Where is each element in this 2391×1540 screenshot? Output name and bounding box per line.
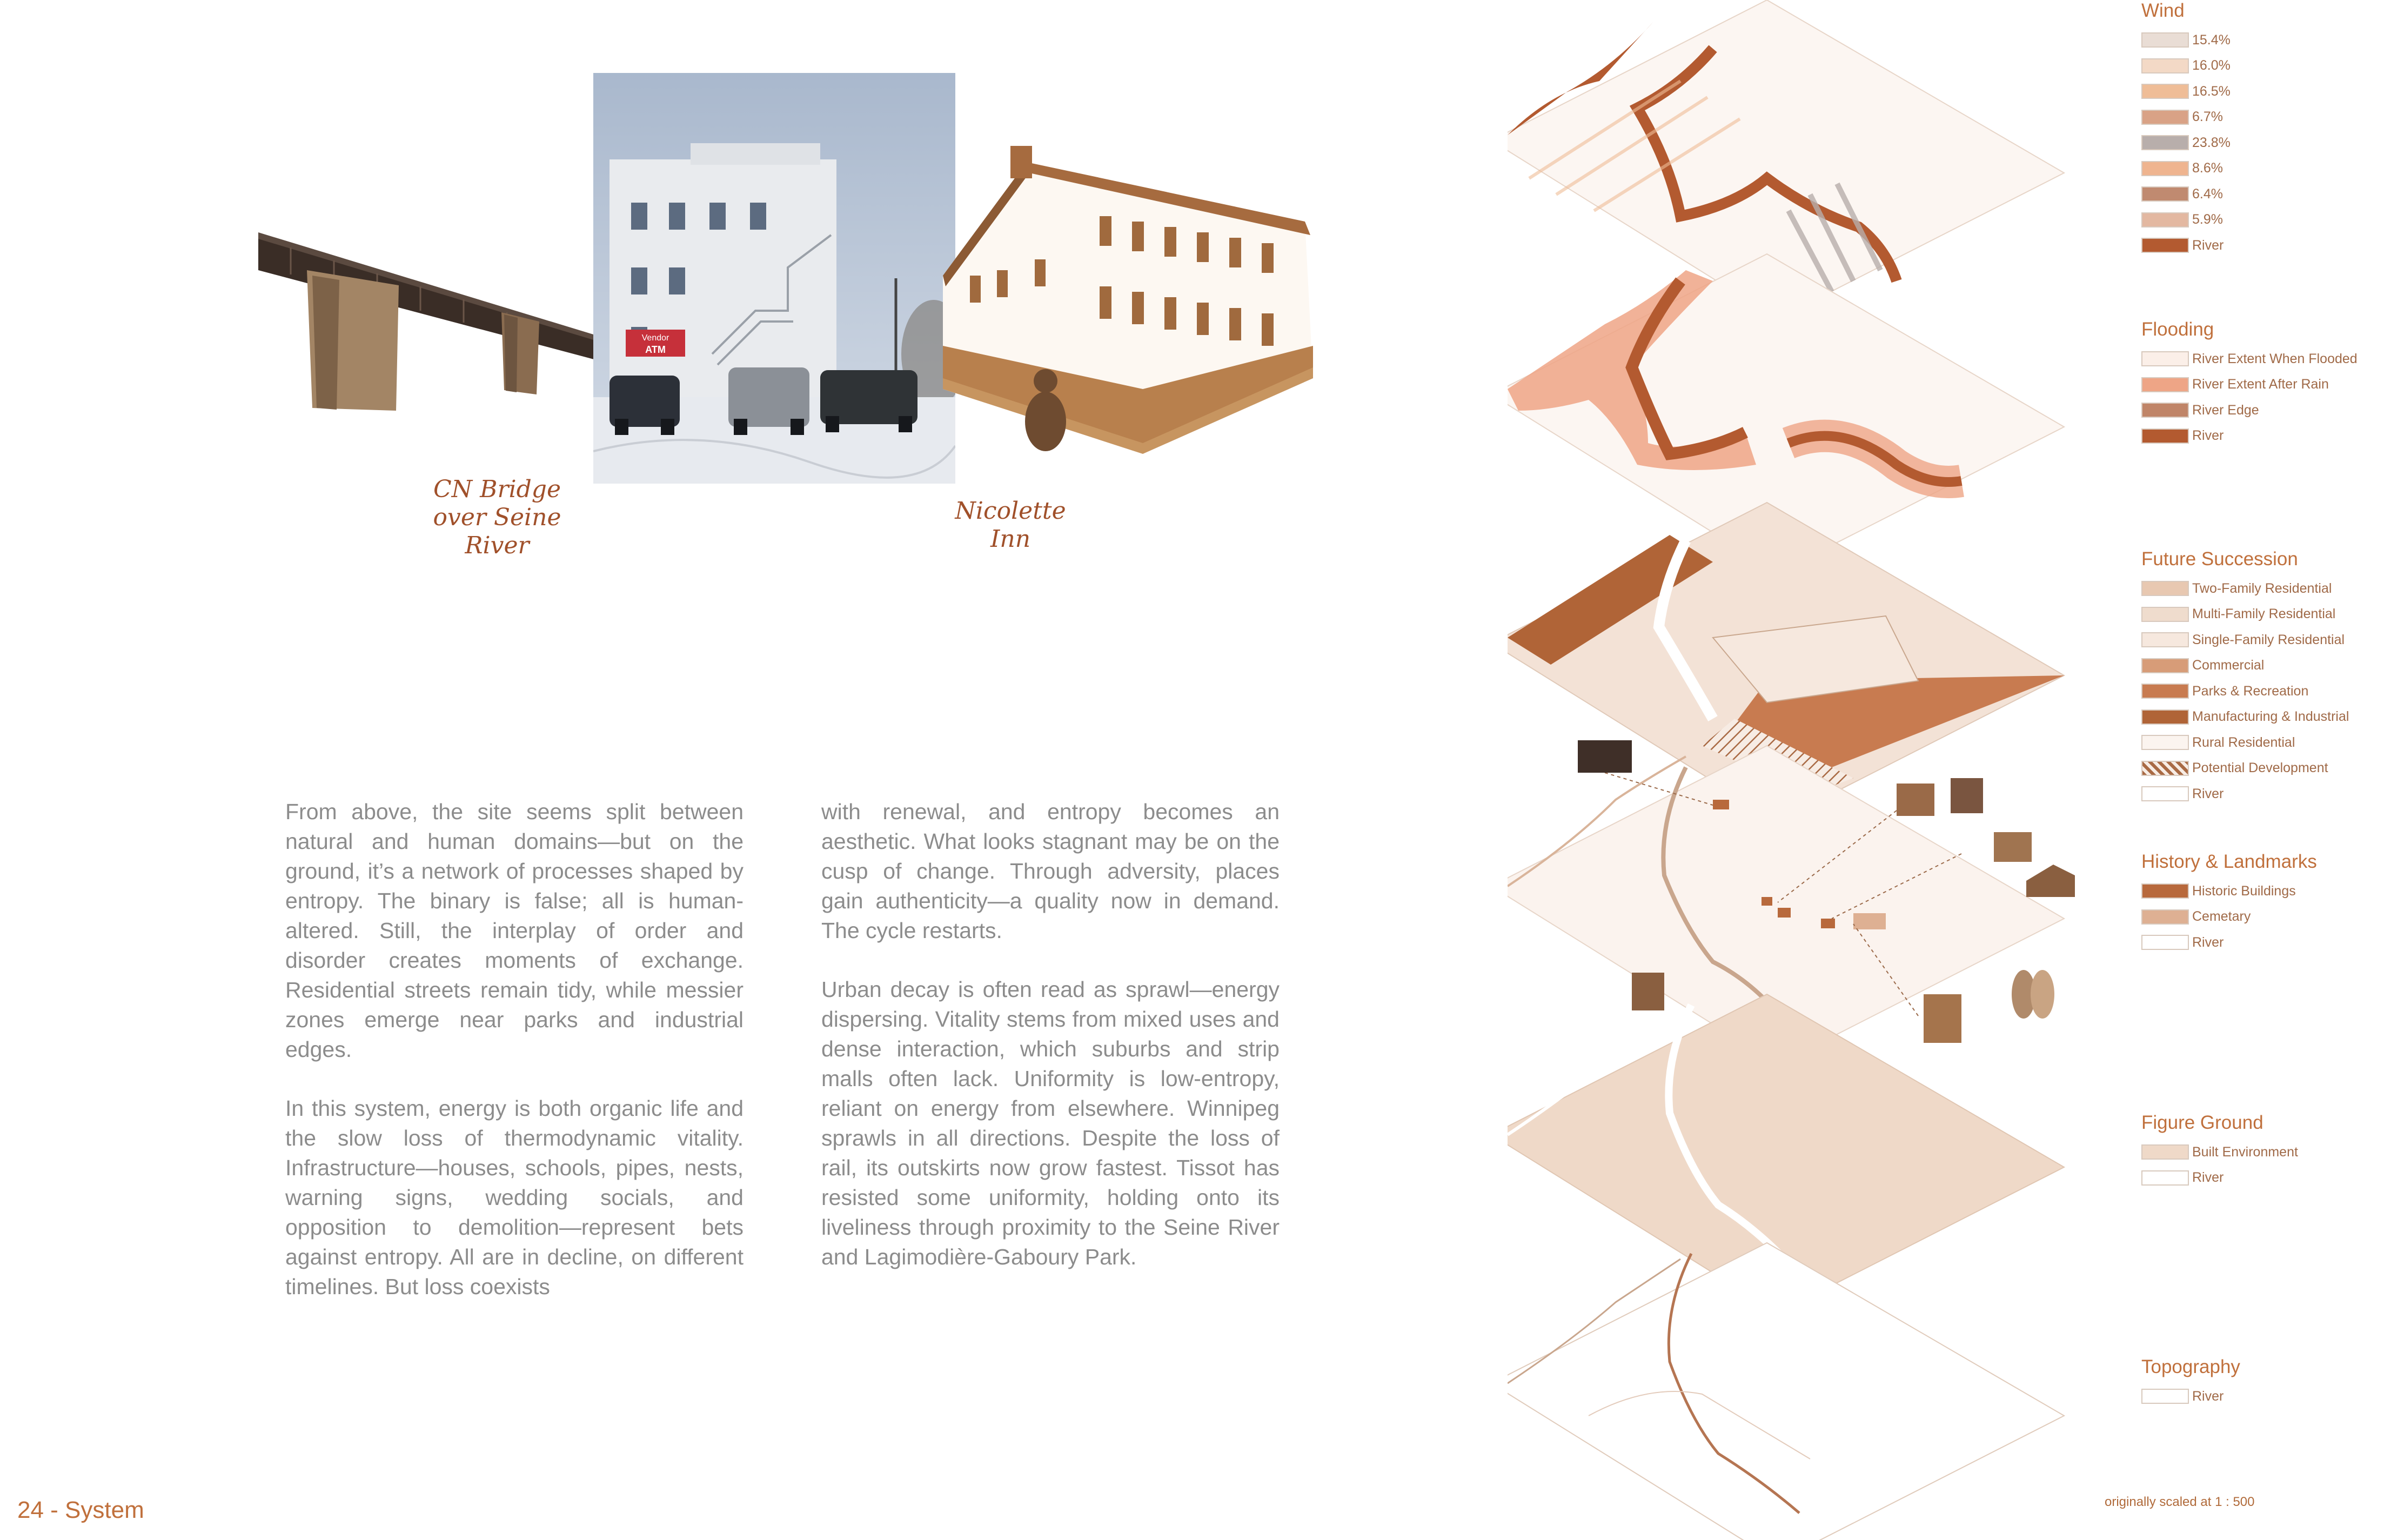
legend-item — [2141, 908, 2251, 926]
street-photo — [593, 73, 955, 484]
legend-item — [2141, 606, 2335, 623]
legend-label: 6.4% — [2192, 186, 2223, 202]
inn-photo — [937, 140, 1318, 454]
legend-swatch — [2141, 709, 2189, 725]
atm-sign: ATM — [645, 344, 666, 355]
inn-caption: Nicolette Inn — [955, 497, 1066, 553]
legend-swatch — [2141, 658, 2189, 673]
legend-label: Two-Family Residential — [2192, 580, 2332, 596]
legend-swatch — [2141, 1389, 2189, 1404]
legend-swatch — [2141, 883, 2189, 899]
legend-swatch — [2141, 632, 2189, 647]
legend-title: History & Landmarks — [2141, 851, 2317, 872]
legend-item — [2141, 708, 2349, 726]
legend-swatch — [2141, 1170, 2189, 1186]
legend-label: Single-Family Residential — [2192, 632, 2345, 647]
legend-label: Cemetary — [2192, 909, 2251, 924]
page-label: 24 - System — [17, 1497, 144, 1523]
legend-label: Parks & Recreation — [2192, 683, 2309, 699]
legend-label: 5.9% — [2192, 212, 2223, 227]
legend-swatch — [2141, 684, 2189, 699]
legend-title: Flooding — [2141, 319, 2214, 340]
legend-label: Rural Residential — [2192, 734, 2295, 750]
legend-label: 16.0% — [2192, 58, 2231, 73]
legend-item — [2141, 109, 2223, 126]
legend-item — [2141, 631, 2345, 648]
legend-item — [2141, 57, 2231, 75]
legend-item — [2141, 185, 2223, 203]
paragraph: In this system, energy is both organic life and the slow loss of thermodynamic vitality. Infrastructure—houses, schools, pipes, nests, warning signs, wedding socials, and opposition to demolition—represent bets against entropy. All are in decline, on different timelines. But loss coexists — [285, 1096, 744, 1299]
legend-item — [2141, 760, 2328, 777]
legend-title: Future Succession — [2141, 548, 2298, 570]
legend-item — [2141, 1143, 2298, 1161]
legend-swatch — [2141, 110, 2189, 125]
paragraph: Urban decay is often read as sprawl—energy dispersing. Vitality stems from mixed uses and dense interaction, which suburbs and strip malls often lack. Uniformity is low-entropy, reliant on energy from elsewhere. Winnipeg sprawls in all directions. Despite the loss of rail, its outskirts now grow fastest. Tissot has resisted some uniformity, holding onto its liveliness through proximity to the Seine River and Lagimodière-Gaboury Park. — [821, 977, 1280, 1269]
legend-label: Multi-Family Residential — [2192, 606, 2336, 621]
legend-label: 16.5% — [2192, 83, 2231, 99]
legend-item — [2141, 580, 2332, 597]
legend-title: Topography — [2141, 1356, 2240, 1377]
legend-swatch — [2141, 909, 2189, 925]
legend-title: Wind — [2141, 0, 2185, 21]
legend-label: 23.8% — [2192, 135, 2231, 150]
legend-label: River — [2192, 237, 2224, 253]
legend-swatch — [2141, 377, 2189, 392]
legend-swatch — [2141, 935, 2189, 950]
legend-label: 15.4% — [2192, 32, 2231, 48]
legend-label: Built Environment — [2192, 1144, 2298, 1160]
bridge-caption: CN Bridge over Seine River — [433, 476, 561, 559]
legend-item — [2141, 31, 2231, 49]
legend-item — [2141, 1169, 2223, 1187]
legend-item — [2141, 682, 2308, 700]
paragraph: with renewal, and entropy becomes an aesthetic. What looks stagnant may be on the cusp of change. Through adversity, places gain authenticity—a quality now in demand. The cycle restarts. — [821, 799, 1280, 943]
legend-swatch — [2141, 212, 2189, 227]
legend-label: 6.7% — [2192, 109, 2223, 124]
legend-title: Figure Ground — [2141, 1112, 2263, 1133]
legend-label: River Extent After Rain — [2192, 377, 2329, 392]
legend-label: River — [2192, 786, 2224, 801]
legend-swatch — [2141, 58, 2189, 73]
legend-item — [2141, 237, 2223, 254]
legend-item — [2141, 134, 2231, 151]
bridge-photo — [258, 232, 604, 411]
legend-label: River Extent When Flooded — [2192, 351, 2357, 366]
legend-swatch — [2141, 238, 2189, 253]
legend-item — [2141, 427, 2223, 445]
legend-item — [2141, 160, 2223, 177]
legend-swatch — [2141, 161, 2189, 176]
legend-label: 8.6% — [2192, 160, 2223, 176]
legend-swatch — [2141, 84, 2189, 99]
legend-label: Historic Buildings — [2192, 883, 2296, 899]
legend-swatch — [2141, 32, 2189, 48]
legend-swatch — [2141, 786, 2189, 801]
legend-item — [2141, 1388, 2223, 1405]
legend-swatch — [2141, 403, 2189, 418]
text-column-1 — [285, 797, 744, 1331]
legend-label: River — [2192, 428, 2224, 443]
legend-label: Manufacturing & Industrial — [2192, 709, 2349, 724]
legend-item — [2141, 657, 2264, 674]
legend-swatch — [2141, 761, 2189, 776]
legend-item — [2141, 882, 2296, 900]
paragraph: From above, the site seems split between natural and human domains—but on the ground, it’s a network of processes shaped by entropy. The binary is false; all is human-altered. Still, the interplay of order and disorder creates moments of exchange. Residential streets remain tidy, while messier zones emerge near parks and industrial edges. — [285, 799, 744, 1062]
scale-note: originally scaled at 1 : 500 — [2105, 1495, 2255, 1509]
legend-item — [2141, 350, 2357, 367]
legend-swatch — [2141, 607, 2189, 622]
legend-item — [2141, 211, 2223, 229]
legend-label: River Edge — [2192, 402, 2259, 418]
legend-swatch — [2141, 735, 2189, 750]
text-column-2 — [821, 797, 1280, 1301]
legend-swatch — [2141, 1144, 2189, 1160]
legend-label: River — [2192, 934, 2224, 950]
legend-item — [2141, 934, 2223, 951]
legend-label: River — [2192, 1388, 2224, 1404]
legend-swatch — [2141, 135, 2189, 150]
legend-label: Commercial — [2192, 658, 2265, 673]
vendor-sign: Vendor — [641, 333, 669, 343]
legend-item — [2141, 376, 2329, 393]
legend-label: River — [2192, 1170, 2224, 1185]
layer-topography — [1508, 1243, 2064, 1540]
legend-item — [2141, 785, 2223, 802]
legend-swatch — [2141, 351, 2189, 366]
legend-swatch — [2141, 581, 2189, 596]
legend-label: Potential Development — [2192, 760, 2328, 775]
legend-item — [2141, 401, 2259, 419]
legend-swatch — [2141, 428, 2189, 444]
legend-swatch — [2141, 186, 2189, 202]
legend-item — [2141, 734, 2295, 751]
axonometric-layers — [1508, 0, 2080, 1540]
legend-item — [2141, 83, 2231, 100]
